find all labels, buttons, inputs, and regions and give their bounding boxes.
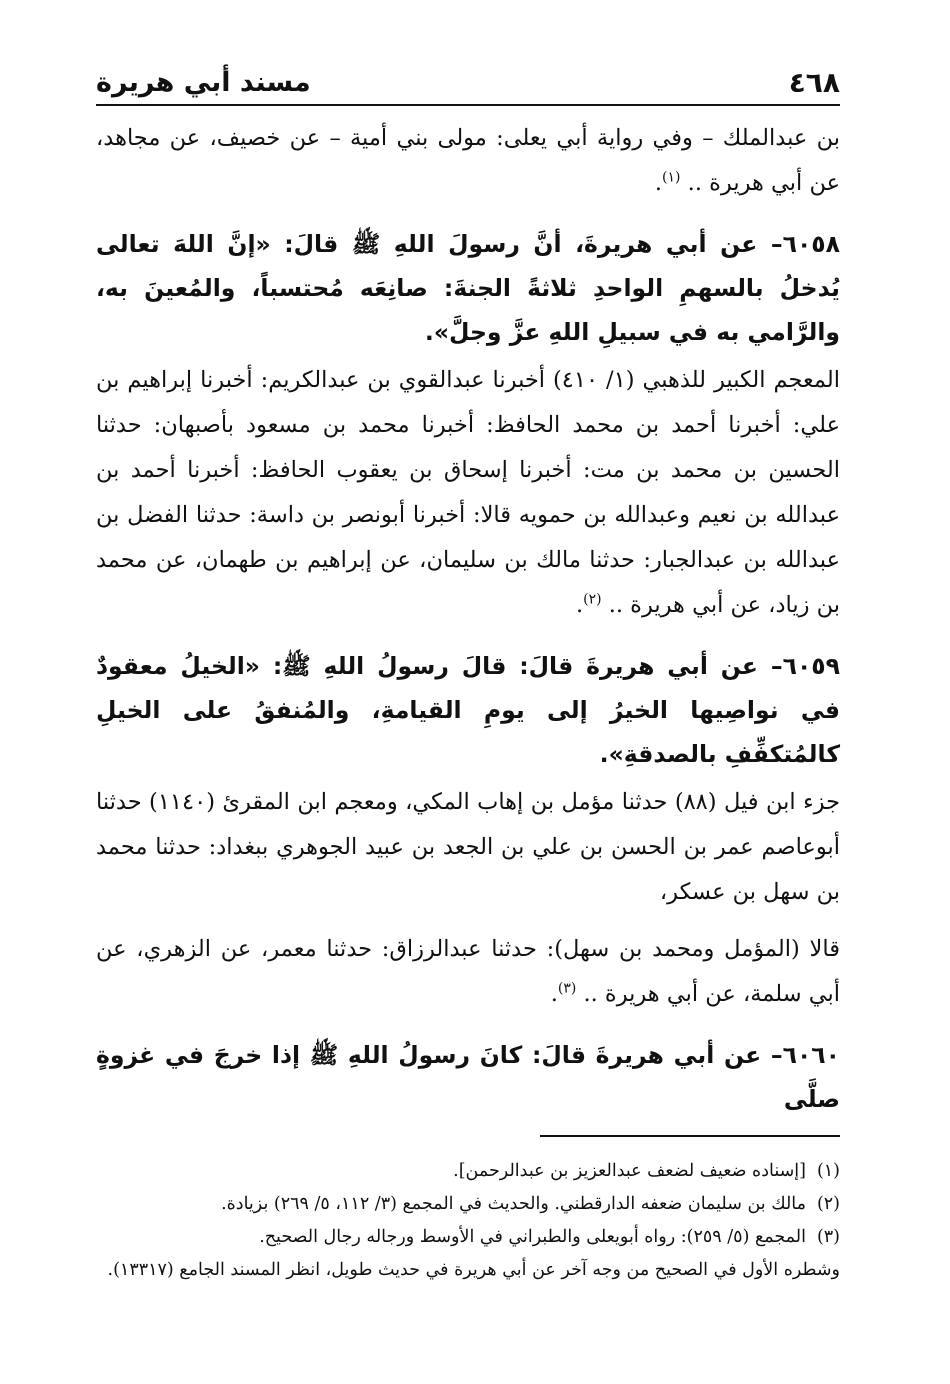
- isnad-text: قالا (المؤمل ومحمد بن سهل): حدثنا عبدالرزاق: حدثنا معمر، عن الزهري، عن أبي سلمة، عن أبي هريرة ..: [96, 936, 840, 1007]
- footnote-number: (٣): [816, 1227, 840, 1247]
- continuation-text: بن عبدالملك – وفي رواية أبي يعلى: مولى بني أمية – عن خصيف، عن مجاهد، عن أبي هريرة ..: [96, 125, 840, 196]
- hadith-text: عن أبي هريرةَ قالَ: قالَ رسولُ اللهِ ﷺ: «الخيلُ معقودٌ في نواصِيها الخيرُ إلى يومِ القيامةِ، والمُنفقُ على الخيلِ كالمُتكفِّفِ بالصدقةِ».: [96, 652, 840, 768]
- book-title: مسند أبي هريرة: [96, 67, 311, 98]
- page-number: ٤٦٨: [788, 66, 840, 99]
- footnote-3: [96, 1221, 840, 1254]
- hadith-6058: [96, 222, 840, 354]
- body-text: [96, 116, 840, 1121]
- isnad-text: جزء ابن فيل (٨٨) حدثنا مؤمل بن إهاب المكي، ومعجم ابن المقرئ (١١٤٠) حدثنا أبوعاصم عمر بن الحسن بن علي بن الجعد بن عبيد الجوهري ببغداد: حدثنا محمد بن سهل بن عسكر،: [96, 789, 840, 905]
- footnote-2: [96, 1188, 840, 1221]
- footnote-text: وشطره الأول في الصحيح من وجه آخر عن أبي هريرة في حديث طويل، انظر المسند الجامع (١٣٣١٧).: [107, 1260, 840, 1280]
- footnote-ref-2[interactable]: (٢): [583, 591, 602, 608]
- isnad-paragraph: المعجم الكبير للذهبي (١/ ٤١٠) أخبرنا عبدالقوي بن عبدالكريم: أخبرنا إبراهيم بن علي: أخبرنا أحمد بن محمد الحافظ: أخبرنا محمد بن مسعود بأصبهان: حدثنا الحسين بن محمد بن مت: أخبرنا إسحاق بن يعقوب الحافظ: أخبرنا أحمد بن عبدالله بن نعيم وعبدالله بن حمويه قالا: أخبرنا أبونصر بن داسة: حدثنا الفضل بن عبدالله بن عبدالجبار: حدثنا مالك بن سليمان، عن إبراهيم بن طهمان، عن محمد بن زياد، عن أبي هريرة .. $^{(٢)}$.: [96, 367, 840, 618]
- footnotes: [96, 1155, 840, 1287]
- footnote-divider: [540, 1135, 840, 1137]
- running-header: [96, 60, 840, 106]
- hadith-number: ٦٠٥٨–: [770, 230, 840, 258]
- isnad-paragraph: [96, 780, 840, 915]
- hadith-6060: [96, 1033, 840, 1121]
- hadith-6059: [96, 644, 840, 776]
- footnote-3-continuation: [96, 1254, 840, 1287]
- footnote-number: (٢): [816, 1194, 840, 1214]
- footnote-1: [96, 1155, 840, 1188]
- footnote-ref-1[interactable]: (١): [662, 169, 681, 186]
- footnote-ref-3[interactable]: (٣): [557, 980, 577, 997]
- hadith-text: عن أبي هريرةَ قالَ: كانَ رسولُ اللهِ ﷺ إذا خرجَ في غزوةٍ صلَّى: [96, 1041, 840, 1113]
- book-page: [96, 60, 840, 1287]
- hadith-number: ٦٠٥٩–: [770, 652, 840, 680]
- hadith-number: ٦٠٦٠–: [770, 1041, 840, 1069]
- footnote-text: مالك بن سليمان ضعفه الدارقطني. والحديث في المجمع (٣/ ١١٢، ٥/ ٢٦٩) بزيادة.: [221, 1194, 806, 1214]
- footnote-text: [إسناده ضعيف لضعف عبدالعزيز بن عبدالرحمن].: [453, 1161, 806, 1181]
- footnote-text: المجمع (٥/ ٢٥٩): رواه أبويعلى والطبراني في الأوسط ورجاله رجال الصحيح.: [259, 1227, 806, 1247]
- footnote-number: (١): [816, 1161, 840, 1181]
- isnad-text: المعجم الكبير للذهبي (١/ ٤١٠) أخبرنا عبدالقوي بن عبدالكريم: أخبرنا إبراهيم بن علي: أخبرنا أحمد بن محمد الحافظ: أخبرنا محمد بن مسعود بأصبهان: حدثنا الحسين بن محمد بن مت: أخبرنا إسحاق بن يعقوب الحافظ: أخبرنا أحمد بن عبدالله بن نعيم وعبدالله بن حمويه قالا: أخبرنا أبونصر بن داسة: حدثنا الفضل بن عبدالله بن عبدالجبار: حدثنا مالك بن سليمان، عن إبراهيم بن طهمان، عن محمد بن زياد، عن أبي هريرة ..: [96, 367, 840, 618]
- continuation-paragraph: بن عبدالملك – وفي رواية أبي يعلى: مولى بني أمية – عن خصيف، عن مجاهد، عن أبي هريرة .. $^{(١)}$.: [96, 125, 840, 196]
- isnad-paragraph: قالا (المؤمل ومحمد بن سهل): حدثنا عبدالرزاق: حدثنا معمر، عن الزهري، عن أبي سلمة، عن أبي هريرة .. $^{(٣)}$.: [96, 936, 840, 1007]
- hadith-text: عن أبي هريرةَ، أنَّ رسولَ اللهِ ﷺ قالَ: «إنَّ اللهَ تعالى يُدخلُ بالسهمِ الواحدِ ثلاثةً الجنةَ: صانِعَه مُحتسباً، والمُعينَ به، والرَّامي به في سبيلِ اللهِ عزَّ وجلَّ».: [96, 230, 840, 346]
